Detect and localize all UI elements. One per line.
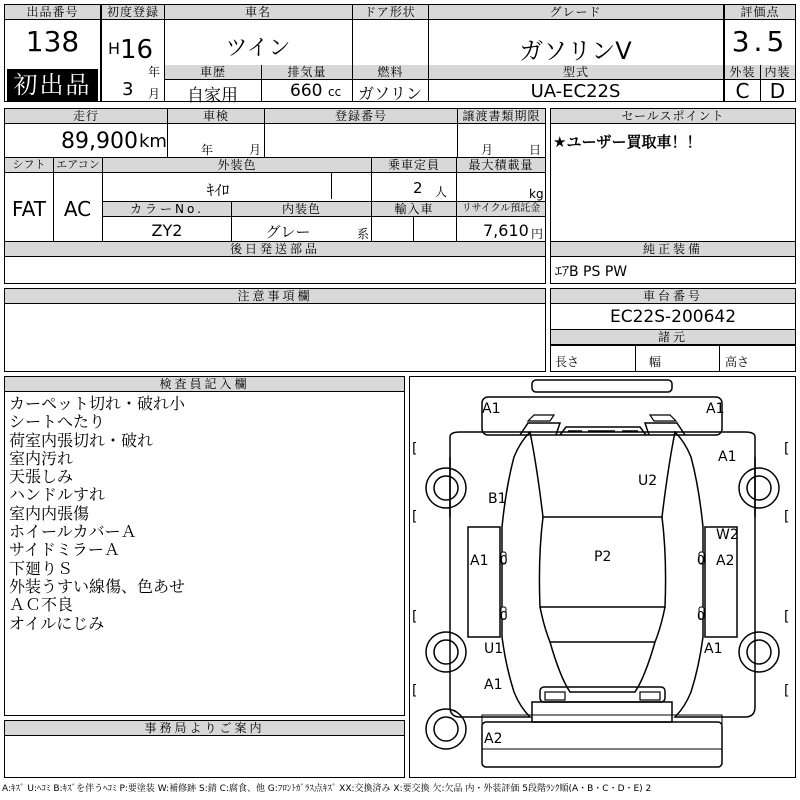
max-load-label: 最大積載量 xyxy=(457,158,545,173)
damage-right-rear: A1 xyxy=(704,641,723,657)
inspector-item: 室内汚れ xyxy=(9,448,74,468)
chassis-value: EC22S-200642 xyxy=(609,307,737,327)
displacement-value: 660 xyxy=(290,81,323,101)
inspector-item: 荷室内張切れ・破れ xyxy=(9,430,154,450)
capacity-unit: 人 xyxy=(435,185,448,199)
office-box xyxy=(4,720,405,778)
mileage-unit: km xyxy=(139,131,167,152)
sales-point-label: セールスポイント xyxy=(551,109,795,124)
fuel-value: ガソリン xyxy=(357,84,422,103)
mileage-label: 走行 xyxy=(5,109,167,124)
damage-right-front-fender: A1 xyxy=(718,449,737,465)
int-color-value: グレー xyxy=(265,223,311,241)
inspection-label: 車検 xyxy=(168,109,264,124)
chassis-box xyxy=(550,288,796,372)
car-diagram xyxy=(410,377,795,777)
transfer-day-unit: 日 xyxy=(529,143,542,157)
shift-value: FAT xyxy=(11,197,46,221)
model-label: 型式 xyxy=(429,65,723,80)
aircon-label: エアコン xyxy=(54,158,102,173)
first-reg-month-unit: 月 xyxy=(148,87,161,101)
int-color-unit: 系 xyxy=(357,227,370,241)
damage-left-rear: U1 xyxy=(484,641,504,657)
inspector-item: カーペット切れ・破れ小 xyxy=(9,394,186,413)
grade-value: ガソリンV xyxy=(519,37,632,65)
grade-label: グレード xyxy=(428,5,723,20)
damage-left-door: A1 xyxy=(470,553,489,569)
damage-diagram-box xyxy=(409,376,796,778)
ext-color-value: ｷｲﾛ xyxy=(206,181,230,199)
first-reg-year: 16 xyxy=(120,35,154,65)
inspector-box xyxy=(4,376,405,716)
transfer-label: 譲渡書類期限 xyxy=(458,109,545,124)
inspector-list xyxy=(9,395,185,633)
damage-rear: A2 xyxy=(484,731,503,747)
max-load-unit: kg xyxy=(529,187,544,201)
first-listing-badge: 初出品 xyxy=(7,69,98,101)
inspector-item: サイドミラーＡ xyxy=(9,540,120,560)
inspector-item: ＡＣ不良 xyxy=(9,595,74,615)
sales-point-box xyxy=(550,108,796,284)
bracket-left-low: [ xyxy=(412,609,418,625)
inspection-year-unit: 年 xyxy=(201,143,214,157)
car-name-value: ツイン xyxy=(225,36,291,61)
damage-door-zero-2: 0 xyxy=(697,553,705,567)
exterior-grade-label: 外装 xyxy=(725,65,760,80)
inspector-item: シートへたり xyxy=(9,412,106,432)
office-label: 事務局よりご案内 xyxy=(5,721,404,736)
history-value: 自家用 xyxy=(187,86,238,106)
inspector-item: 下廻りＳ xyxy=(9,558,74,578)
later-parts-label: 後日発送部品 xyxy=(5,242,545,257)
exterior-grade-value: C xyxy=(735,79,750,103)
shift-label: シフト xyxy=(5,158,53,173)
spec-width: 幅 xyxy=(649,355,662,369)
damage-roof: P2 xyxy=(594,549,612,565)
damage-front-right: A1 xyxy=(706,401,725,417)
bracket-left-bottom: [ xyxy=(412,683,418,699)
capacity-label: 乗車定員 xyxy=(372,158,456,173)
lot-label: 出品番号 xyxy=(5,5,100,20)
notes-box xyxy=(4,288,546,372)
bracket-right-top: [ xyxy=(784,441,790,457)
import-label: 輸入車 xyxy=(372,202,456,217)
color-no-value: ZY2 xyxy=(151,221,183,240)
displacement-unit: cc xyxy=(328,85,342,99)
inspector-item: 室内内張傷 xyxy=(9,503,90,523)
fuel-label: 燃料 xyxy=(353,65,428,80)
bracket-right-bottom: [ xyxy=(784,683,790,699)
damage-door-zero-3: 0 xyxy=(500,609,508,623)
mileage-value: 89,900 xyxy=(61,129,138,154)
model-value: UA-EC22S xyxy=(530,81,621,102)
int-color-label: 内装色 xyxy=(232,202,371,217)
spec-height: 高さ xyxy=(725,355,750,369)
sales-point-value: ★ユーザー買取車！！ xyxy=(553,133,702,151)
transfer-month-unit: 月 xyxy=(481,143,494,157)
score-box xyxy=(724,4,796,102)
legend-footer: A:ｷｽﾞ U:ﾍｺﾐ B:ｷｽﾞを伴うﾍｺﾐ P:要塗装 W:補修跡 S:錆 C:腐食、他 G:ﾌﾛﾝﾄｶﾞﾗｽ点ｷｽﾞ XX:交換済み X:要交換 欠:欠品 内・外装評価 5段階ﾗﾝｸ順(A・B・C・D・E) 2 xyxy=(2,784,652,794)
registration-label: 登録番号 xyxy=(265,109,457,124)
bracket-right-low: [ xyxy=(784,609,790,625)
interior-grade-value: D xyxy=(769,79,786,103)
car-name-label: 車名 xyxy=(164,5,352,20)
main-header-grid xyxy=(101,4,724,106)
damage-door-zero-1: 0 xyxy=(500,553,508,567)
first-reg-year-unit: 年 xyxy=(148,65,161,79)
door-label: ドア形状 xyxy=(352,5,428,20)
ext-color-label: 外装色 xyxy=(103,158,371,173)
interior-grade-label: 内装 xyxy=(760,65,795,80)
damage-left-rear-corner: A1 xyxy=(484,677,503,693)
genuine-equipment-label: 純正装備 xyxy=(551,242,795,257)
history-label: 車歴 xyxy=(165,65,261,80)
bracket-right-mid: [ xyxy=(784,509,790,525)
aircon-value: AC xyxy=(63,197,92,221)
color-no-label: カラーNo. xyxy=(103,202,231,217)
damage-front-left: A1 xyxy=(482,401,501,417)
genuine-equipment-value: ｴｱB PS PW xyxy=(555,264,628,280)
score-label: 評価点 xyxy=(725,5,795,20)
damage-hood: U2 xyxy=(638,473,658,489)
chassis-label: 車台番号 xyxy=(551,289,795,304)
specs-label: 諸元 xyxy=(551,330,795,345)
first-reg-label: 初度登録 xyxy=(102,5,164,20)
damage-door-zero-4: 0 xyxy=(697,609,705,623)
first-reg-month: 3 xyxy=(122,79,134,100)
inspector-item: 天張しみ xyxy=(9,467,74,487)
inspector-item: 外装うすい線傷、色あせ xyxy=(9,576,186,596)
first-reg-era: H xyxy=(108,39,121,58)
recycle-label: リサイクル預託金 xyxy=(457,202,545,217)
inspector-label: 検査員記入欄 xyxy=(5,377,404,392)
damage-left-front-fender: B1 xyxy=(488,491,507,507)
damage-right-door: A2 xyxy=(716,553,735,569)
lot-box xyxy=(4,4,101,102)
capacity-value: 2 xyxy=(413,179,423,197)
mileage-grid xyxy=(4,108,546,284)
displacement-label: 排気量 xyxy=(262,65,352,80)
inspector-item: ホイールカバーＡ xyxy=(9,522,137,542)
inspection-month-unit: 月 xyxy=(249,143,262,157)
inspector-item: ハンドルすれ xyxy=(9,485,106,505)
lot-number: 138 xyxy=(25,25,80,58)
recycle-value: 7,610 xyxy=(483,221,529,240)
inspector-item: オイルにじみ xyxy=(9,613,105,633)
bracket-left-top: [ xyxy=(412,441,418,457)
score-value: 3.5 xyxy=(731,25,789,58)
damage-right-front-door: W2 xyxy=(716,527,739,543)
spec-length: 長さ xyxy=(555,355,580,369)
recycle-unit: 円 xyxy=(531,227,544,241)
notes-label: 注意事項欄 xyxy=(5,289,545,304)
bracket-left-mid: [ xyxy=(412,509,418,525)
